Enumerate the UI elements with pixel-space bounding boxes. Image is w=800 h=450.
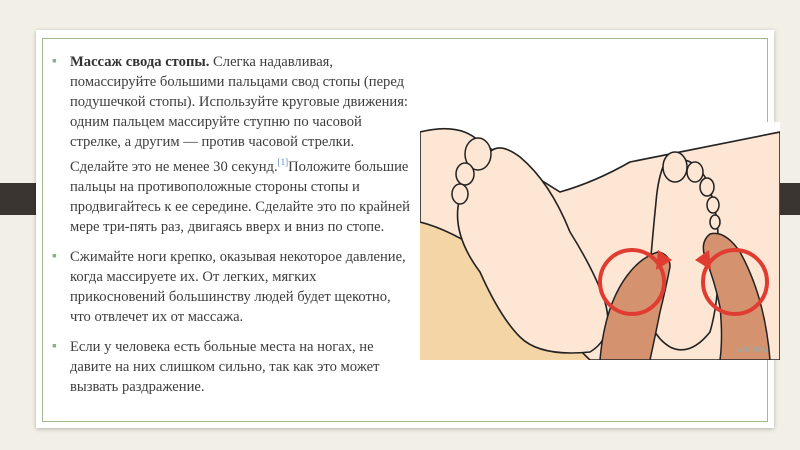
foot-massage-illustration — [420, 122, 780, 360]
toe — [710, 215, 720, 229]
toe — [452, 184, 468, 204]
watermark: wiki How — [736, 345, 768, 354]
reference-link[interactable]: [1] — [277, 157, 289, 167]
bullet-text: Положите большие пальцы на противоположные стороны стопы и продвигайтесь к ее середине. Сделайте это по крайней мере три-пять раз, двигаясь вверх и вниз по стопе. — [70, 158, 410, 235]
toe — [663, 152, 687, 182]
toe — [700, 178, 714, 196]
bullet-icon: ▪ — [52, 54, 57, 69]
toe — [687, 162, 703, 182]
toe — [707, 197, 719, 213]
bullet-item — [52, 337, 412, 397]
bullet-text: Если у человека есть больные места на ногах, не давите на них слишком сильно, так как это может вызвать раздражение. — [70, 338, 380, 395]
bullet-text: Сжимайте ноги крепко, оказывая некоторое давление, когда массируете их. От легких, мягких прикосновений большинству людей будет щекотно, что отвлечет их от массажа. — [70, 248, 406, 325]
bullet-icon: ▪ — [52, 248, 57, 264]
bullet-icon: ▪ — [52, 338, 57, 354]
bullet-text: Слегка надавливая, помассируйте большими пальцами свод стопы (перед подушечкой стопы). Используйте круговые движения: одним пальцем массируйте ступню по часовой стрелке, а другим — против часовой стрелки. Сделайте это не менее 30 секунд. — [70, 54, 408, 175]
text-column — [52, 52, 412, 407]
bullet-item — [52, 247, 412, 327]
bullet-item — [52, 52, 412, 237]
toe — [456, 163, 474, 185]
bullet-heading: Массаж свода стопы. — [70, 54, 210, 70]
